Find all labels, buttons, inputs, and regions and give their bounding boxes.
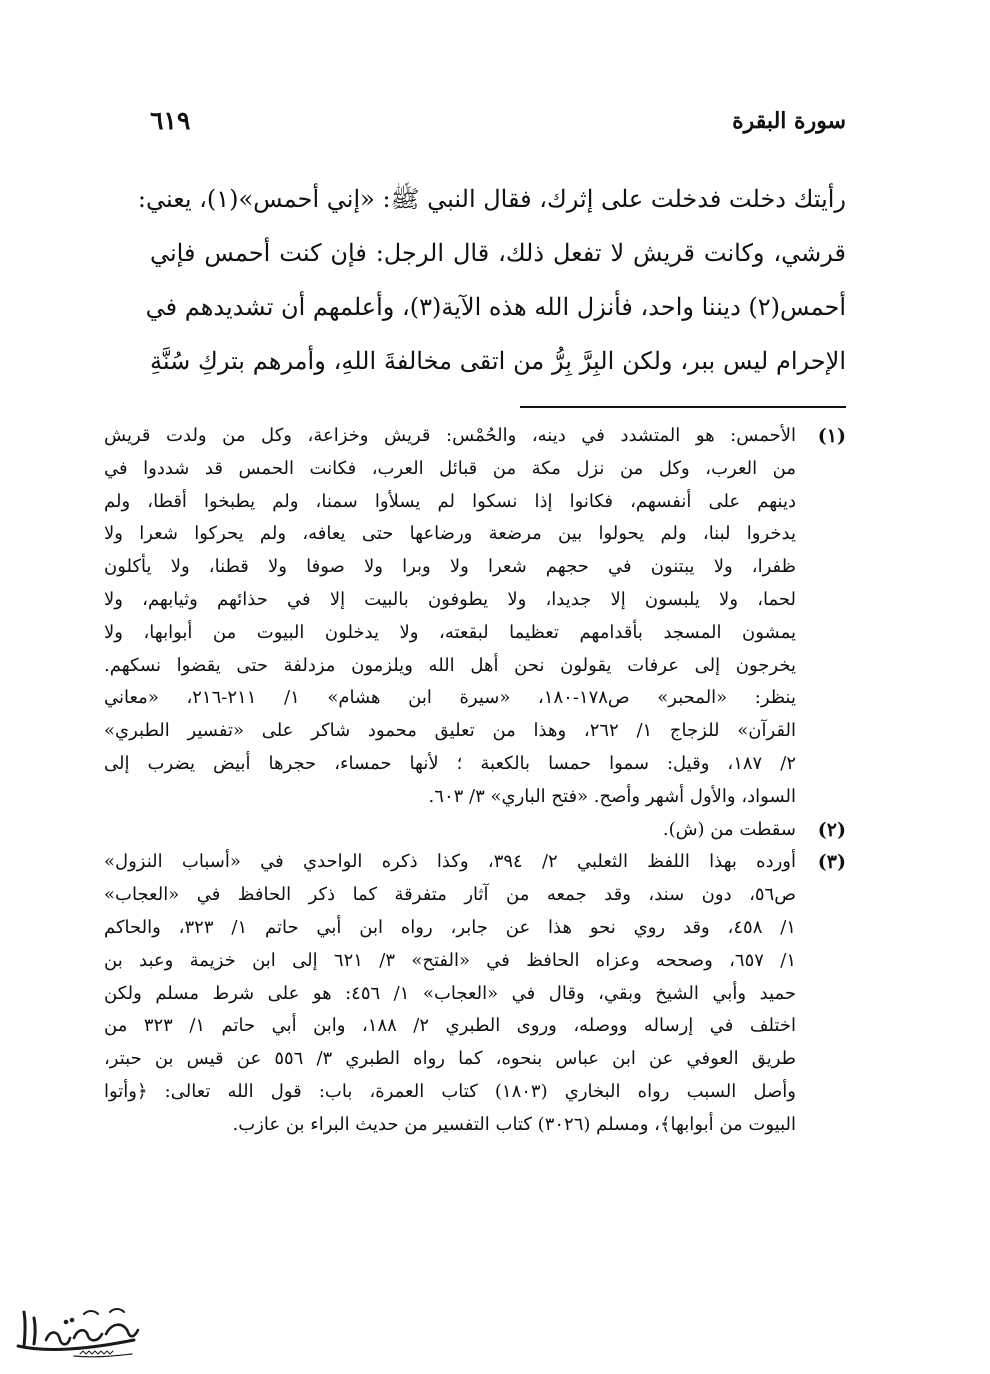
main-text-line: أحمس(٢) ديننا واحد، فأنزل الله هذه الآية(٣)، وأعلمهم أن تشديدهم في xyxy=(145,293,846,321)
footnote-line: السواد، والأول أشهر وأصح. «فتح الباري» ٣/ ٦٠٣. xyxy=(428,785,796,807)
footnote-line: يمشون المسجد بأقدامهم تعظيما لبقعته، ولا يدخلون البيوت من أبوابها، ولا xyxy=(104,621,796,643)
footnote-line: دينهم على أنفسهم، فكانوا إذا نسكوا لم يسلأوا سمنا، ولم يطبخوا أقطا، ولم xyxy=(104,490,796,512)
footnote-line: حميد وأبي الشيخ وبقي، وقال في «العجاب» ١/ ٤٥٦: هو على شرط مسلم ولكن xyxy=(104,982,796,1004)
footnote-line: من العرب، وكل من نزل مكة من قبائل العرب، فكانت الحمس قد شددوا في xyxy=(104,457,796,479)
footnote-line: ينظر: «المحبر» ص١٧٨-١٨٠، «سيرة ابن هشام» ١/ ٢١١-٢١٦، «معاني xyxy=(104,687,797,709)
footnote-line: اختلف في إرساله ووصله، وروى الطبري ٢/ ١٨٨، وابن أبي حاتم ١/ ٣٢٣ من xyxy=(104,1015,796,1037)
footnote-line: ص٥٦، دون سند، وقد جمعه من آثار متفرقة كما ذكر الحافظ في «العجاب» xyxy=(104,884,796,906)
footnote-line: ١/ ٤٥٨، وقد روي نحو هذا عن جابر، رواه ابن أبي حاتم ١/ ٣٢٣، والحاكم xyxy=(104,916,796,938)
footnotes xyxy=(104,420,846,1142)
main-text xyxy=(137,172,846,388)
footnote-line: طريق العوفي عن ابن عباس بنحوه، كما رواه الطبري ٣/ ٥٥٦ عن قيس بن حبتر، xyxy=(104,1048,796,1070)
main-text-line: قرشي، وكانت قريش لا تفعل ذلك، قال الرجل: فإن كنت أحمس فإني xyxy=(150,239,846,267)
footnote-marker: (٣) xyxy=(817,851,846,874)
footnote-1 xyxy=(104,420,846,814)
footnote-line: سقطت من (ش). xyxy=(662,818,796,840)
footnote-line: ١/ ٦٥٧، وصححه وعزاه الحافظ في «الفتح» ٣/ ٦٢١ إلى ابن خزيمة وعبد بن xyxy=(104,949,796,971)
footnote-line: القرآن» للزجاج ١/ ٢٦٢، وهذا من تعليق محمود شاكر على «تفسير الطبري» xyxy=(104,720,796,742)
footnote-line: ظفرا، ولا يبتنون في حجهم شعرا ولا وبرا ولا صوفا ولا قطنا، ولا يأكلون xyxy=(104,556,796,578)
footnote-line: ٢/ ١٨٧، وقيل: سموا حمسا بالكعبة ؛ لأنها حمساء، حجرها أبيض يضرب إلى xyxy=(104,752,796,774)
footnote-line: يدخروا لبنا، ولم يحولوا بين مرضعة ورضاعها حتى يعافه، ولم يحركوا شعرا ولا xyxy=(104,523,796,545)
footnote-marker: (٢) xyxy=(817,818,846,841)
footnote-marker: (١) xyxy=(817,425,846,447)
surah-title: سورة البقرة xyxy=(732,108,846,134)
footnote-divider xyxy=(520,406,846,408)
footnote-line: البيوت من أبوابها﴾، ومسلم (٣٠٢٦) كتاب التفسير من حديث البراء بن عازب. xyxy=(232,1113,796,1135)
footnote-line: وأصل السبب رواه البخاري (١٨٠٣) كتاب العمرة، باب: قول الله تعالى: ﴿وأتوا xyxy=(104,1080,796,1102)
watermark-stamp-logo xyxy=(14,1300,144,1362)
page-number: ٦١٩ xyxy=(150,106,191,135)
main-text-line: رأيتك دخلت فدخلت على إثرك، فقال النبي ﷺ: «إني أحمس»(١)، يعني: xyxy=(137,185,846,213)
footnote-line: يخرجون إلى عرفات يقولون نحن أهل الله ويلزمون مزدلفة حتى يقضوا نسكهم. xyxy=(104,654,796,676)
footnote-line: لحما، ولا يلبسون إلا جديدا، ولا يطوفون بالبيت إلا في حذائهم وثيابهم، ولا xyxy=(104,588,796,610)
footnote-3 xyxy=(104,846,846,1141)
main-text-line: الإحرام ليس ببر، ولكن البِرَّ بِرُّ من اتقى مخالفةَ اللهِ، وأمرهم بتركِ سُنَّةِ xyxy=(150,347,846,375)
footnote-line: الأحمس: هو المتشدد في دينه، والحُمْس: قريش وخزاعة، وكل من ولدت قريش xyxy=(104,425,796,446)
footnote-2 xyxy=(104,814,846,847)
footnote-line: أورده بهذا اللفظ الثعلبي ٢/ ٣٩٤، وكذا ذكره الواحدي في «أسباب النزول» xyxy=(104,851,796,873)
page-header xyxy=(150,108,846,148)
